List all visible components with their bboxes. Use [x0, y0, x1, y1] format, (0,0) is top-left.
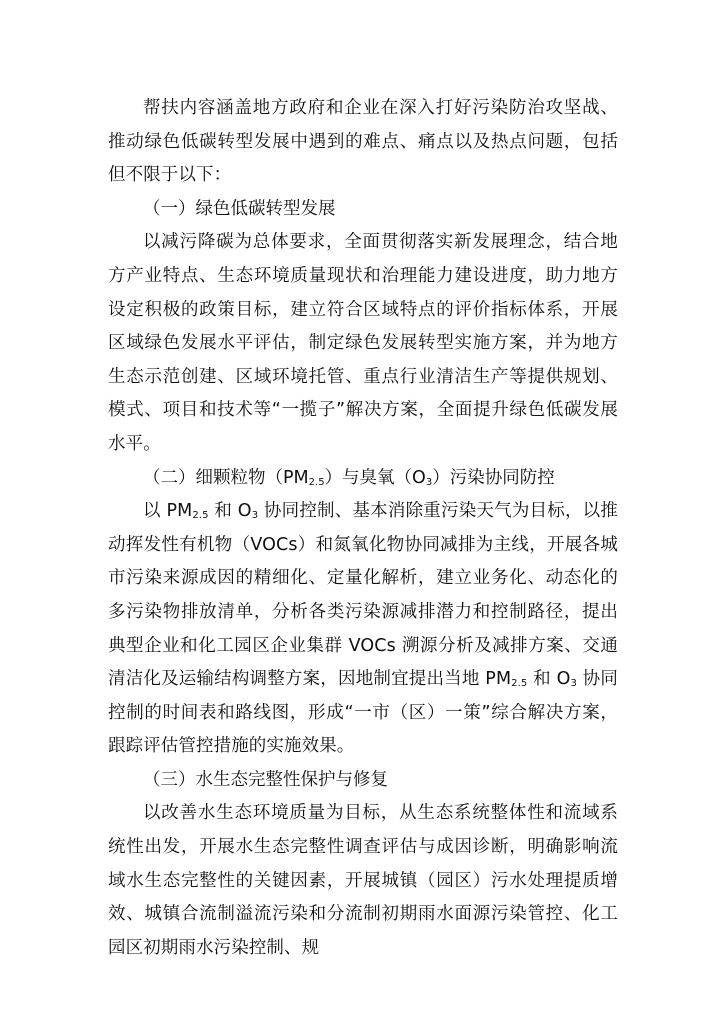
body-text-part: 和 O: [527, 669, 571, 690]
heading-text-part: ）污染协同防控: [432, 467, 555, 488]
section-body-water-ecology: 以改善水生态环境质量为目标，从生态系统整体性和流域系统性出发，开展水生态完整性调查评估与成因诊断，明确影响流域水生态完整性的关键因素，开展城镇（园区）污水处理提质增效、城镇合流制溢流污染和分流制初期雨水面源污染管控、化工园区初期雨水污染控制、规: [108, 803, 618, 958]
body-text-part: 协同控制的时间表和路线图，形成“一市（区）一策”综合解决方案，跟踪评估管控措施的实施效果。: [108, 669, 618, 757]
intro-paragraph: 帮扶内容涵盖地方政府和企业在深入打好污染防治攻坚战、推动绿色低碳转型发展中遇到的难点、痛点以及热点问题，包括但不限于以下：: [108, 98, 618, 186]
subscript-o3: 3: [251, 510, 259, 522]
subscript-o3: 3: [570, 678, 577, 690]
subscript-pm25: 2.5: [308, 476, 325, 488]
section-heading-pm25-ozone: [108, 462, 618, 496]
subscript-pm25: 2.5: [511, 678, 528, 690]
subscript-pm25: 2.5: [192, 510, 209, 522]
body-text-part: 以 PM: [143, 501, 193, 522]
section-body-pm25-ozone: [108, 495, 618, 764]
heading-text-part: （二）细颗粒物（PM: [143, 467, 309, 488]
section-heading-water-ecology: （三）水生态完整性保护与修复: [143, 769, 388, 790]
document-body: [108, 92, 618, 965]
section-body-green-low-carbon: 以减污降碳为总体要求，全面贯彻落实新发展理念，结合地方产业特点、生态环境质量现状和治理能力建设进度，助力地方设定积极的政策目标，建立符合区域特点的评价指标体系，开展区域绿色发展水平评估，制定绿色发展转型实施方案，并为地方生态示范创建、区域环境托管、重点行业清洁生产等提供规划、模式、项目和技术等“一揽子”解决方案，全面提升绿色低碳发展水平。: [108, 232, 618, 454]
heading-text-part: ）与臭氧（O: [324, 467, 426, 488]
section-heading-green-low-carbon: （一）绿色低碳转型发展: [143, 198, 336, 219]
body-text-part: 和 O: [208, 501, 252, 522]
subscript-o3: 3: [425, 476, 433, 488]
body-text-part: 协同控制、基本消除重污染天气为目标，以推动挥发性有机物（VOCs）和氮氧化物协同减排为主线，开展各城市污染来源成因的精细化、定量化解析，建立业务化、动态化的多污染物排放清单，分析各类污染源减排潜力和控制路径，提出典型企业和化工园区企业集群 VOCs 溯源分析及减排方案、交通清洁化及运输结构调整方案，因地制宜提出当地 PM: [108, 501, 618, 690]
